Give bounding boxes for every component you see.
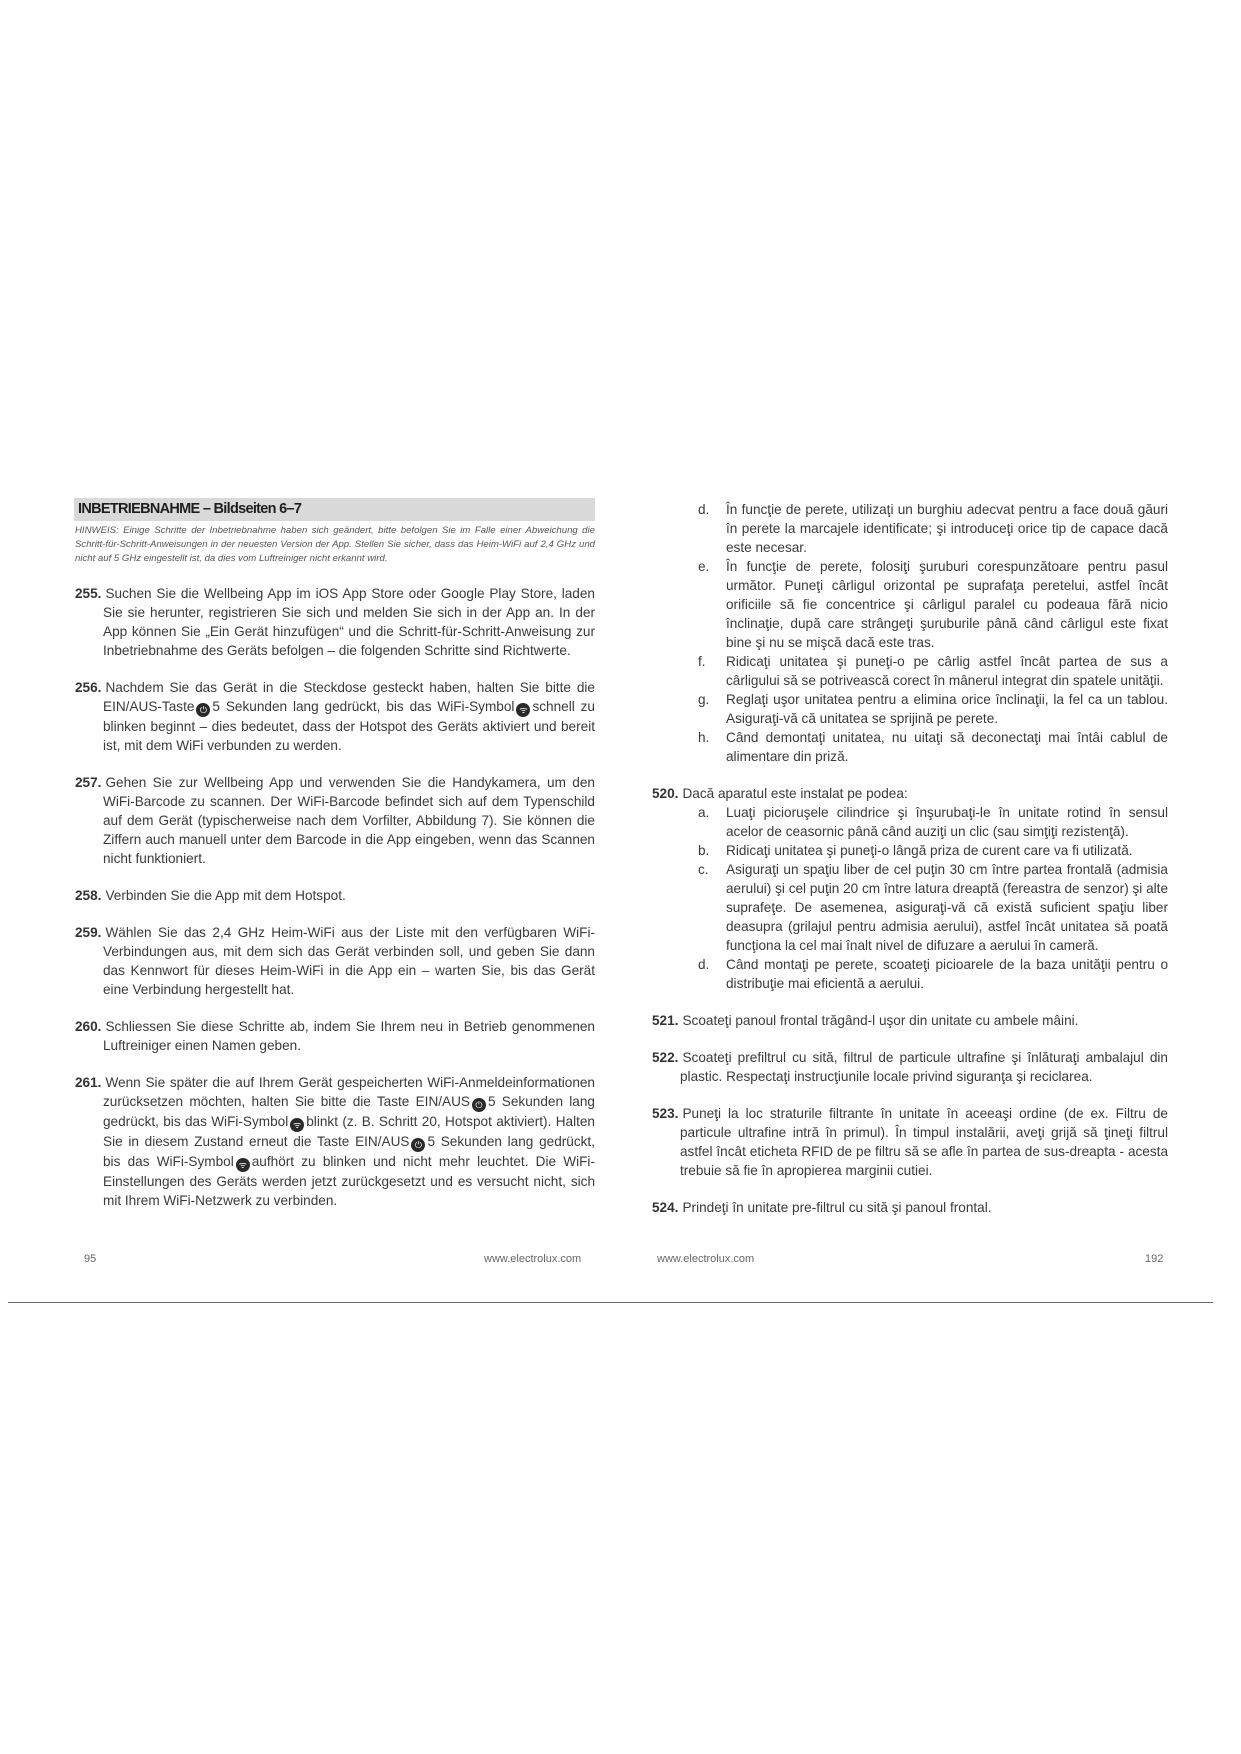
step-521 xyxy=(652,1011,1168,1030)
step-text: Scoateţi prefiltrul cu sită, filtrul de particule ultrafine şi înlăturaţi ambalajul din plastic. Respectaţi instrucţiunile locale privind siguranţa şi reciclarea. xyxy=(680,1050,1168,1084)
step-number: 259. xyxy=(75,925,102,940)
step-number: 256. xyxy=(75,680,102,695)
step-523 xyxy=(652,1104,1168,1180)
floor-substeps xyxy=(652,803,1168,993)
power-icon: ⏻ xyxy=(196,703,210,717)
step-text: Gehen Sie zur Wellbeing App und verwenden Sie die Handykamera, um den WiFi-Barcode zu scannen. Der WiFi-Barcode befindet sich auf dem Typenschild auf dem Gerät (typischerweise nach dem Vorfilter, Abbildung 7). Sie können die Ziffern auch manuell unter dem Barcode in die App eingeben, wenn das Scannen nicht funktioniert. xyxy=(103,775,595,866)
list-item: c. Asiguraţi un spaţiu liber de cel puţin 30 cm între partea frontală (admisia aerului) şi cel puţin 20 cm între latura dreaptă (fereastra de senzor) şi alte suprafeţe. De asemenea, asiguraţi-vă că există suficient spaţiu liber deasupra (grilajul pentru admisia aerului), astfel încât unitatea să poată funcţiona la cel mai înalt nivel de difuzare a aerului în cameră. xyxy=(698,862,1169,953)
step-text: aufhört zu blinken und nicht mehr leuchtet. Die WiFi-Einstellungen des Geräts werden jetzt zurückgesetzt und es versucht nicht, sich mit Ihrem WiFi-Netzwerk zu verbinden. xyxy=(103,1154,595,1208)
step-text: 5 Sekunden lang gedrückt, bis das WiFi-Symbol xyxy=(103,1094,595,1129)
step-number: 260. xyxy=(75,1019,102,1034)
list-item: e. În funcţie de perete, folosiţi şuruburi corespunzătoare pentru pasul următor. Puneţi cârligul orizontal pe suprafaţa peretelui, astfel încât orificiile să fie concentrice şi cârligul paralel cu podeaua fără nicio înclinaţie, după care strângeţi şuruburile până când cârligul este fixat bine şi nu se mişcă dacă este tras. xyxy=(698,559,1168,650)
step-text: Prindeţi în unitate pre-filtrul cu sită şi panoul frontal. xyxy=(682,1200,992,1215)
page-number-right: 192 xyxy=(1145,1253,1164,1265)
left-page xyxy=(75,498,595,1210)
step-number: 523. xyxy=(652,1106,679,1121)
step-text: Schliessen Sie diese Schritte ab, indem Sie Ihrem neu in Betrieb genommenen Luftreiniger einen Namen geben. xyxy=(103,1019,595,1053)
step-255 xyxy=(75,584,595,660)
step-text: Dacă aparatul este instalat pe podea: xyxy=(682,786,908,801)
step-text: blinkt (z. B. Schritt 20, Hotspot aktiviert). Halten Sie in diesem Zustand erneut die Taste EIN/AUS xyxy=(103,1114,595,1149)
step-259 xyxy=(75,923,595,999)
step-number: 524. xyxy=(652,1200,679,1215)
step-number: 257. xyxy=(75,775,102,790)
step-number: 520. xyxy=(652,786,679,801)
note-text: HINWEIS: Einige Schritte der Inbetriebnahme haben sich geändert, bitte befolgen Sie im Falle einer Abweichung die Schritt-für-Schritt-Anweisungen in der neuesten Version der App. Stellen Sie sicher, dass das Heim-WiFi auf 2,4 GHz und nicht auf 5 GHz eingestellt ist, da dies vom Luftreiniger nicht erkannt wird. xyxy=(75,525,595,564)
power-icon: ⏻ xyxy=(411,1138,425,1152)
page-divider-line xyxy=(8,1302,1213,1303)
list-item: b. Ridicaţi unitatea şi puneţi-o lângă priza de curent care va fi utilizată. xyxy=(698,843,1133,858)
list-item: h. Când demontaţi unitatea, nu uitaţi să deconectaţi mai întâi cablul de alimentare din priză. xyxy=(698,730,1168,764)
step-260 xyxy=(75,1017,595,1055)
step-text: Puneţi la loc straturile filtrante în unitate în aceeaşi ordine (de ex. Filtru de particule ultrafine intră în primul). În timpul instalării, aveţi grijă să ţineţi filtrul astfel încât eticheta RFID de pe filtru să se afle în partea de sus-dreapta - acesta trebuie să fie în apropierea marginii cutiei. xyxy=(680,1106,1168,1178)
list-item: f. Ridicaţi unitatea şi puneţi-o pe cârlig astfel încât partea de sus a cârligului să se potrivească corect în mânerul integrat din spatele unităţii. xyxy=(698,654,1168,688)
step-256 xyxy=(75,678,595,755)
wall-mount-substeps xyxy=(652,500,1168,766)
step-text: Verbinden Sie die App mit dem Hotspot. xyxy=(105,888,346,903)
step-number: 258. xyxy=(75,888,102,903)
section-heading: INBETRIEBNAHME – Bildseiten 6–7 xyxy=(74,498,595,521)
step-number: 255. xyxy=(75,586,102,601)
step-number: 261. xyxy=(75,1075,102,1090)
step-text: Wählen Sie das 2,4 GHz Heim-WiFi aus der Liste mit den verfügbaren WiFi-Verbindungen aus, mit dem sich das Gerät verbinden soll, und geben Sie dann das Kennwort für dieses Heim-WiFi in die App ein – warten Sie, bis das Gerät eine Verbindung hergestellt hat. xyxy=(103,925,595,997)
right-page xyxy=(652,500,1168,1217)
wifi-icon: ᯤ xyxy=(290,1118,304,1132)
step-257 xyxy=(75,773,595,868)
page-number-left: 95 xyxy=(84,1253,97,1265)
step-text: Scoateţi panoul frontal trăgând-l uşor din unitate cu ambele mâini. xyxy=(682,1013,1079,1028)
list-item: g. Reglaţi uşor unitatea pentru a elimina orice înclinaţii, la fel ca un tablou. Asiguraţi-vă că unitatea se sprijină pe perete. xyxy=(698,692,1168,726)
power-icon: ⏻ xyxy=(472,1098,486,1112)
step-text: 5 Sekunden lang gedrückt, bis das WiFi-Symbol xyxy=(212,699,515,714)
footer-url-left: www.electrolux.com xyxy=(484,1253,582,1265)
step-524 xyxy=(652,1198,1168,1217)
list-item: d. Când montaţi pe perete, scoateţi picioarele de la baza unităţii pentru o distribuţie mai eficientă a aerului. xyxy=(698,957,1168,991)
list-item: d. În funcţie de perete, utilizaţi un burghiu adecvat pentru a face două găuri în perete la marcajele identificate; şi introduceţi orice tip de capace dacă este necesar. xyxy=(698,502,1168,555)
wifi-icon: ᯤ xyxy=(236,1158,250,1172)
step-261 xyxy=(75,1073,595,1210)
step-520 xyxy=(652,784,1168,803)
wifi-icon: ᯤ xyxy=(516,703,530,717)
step-522 xyxy=(652,1048,1168,1086)
list-item: a. Luaţi picioruşele cilindrice şi înşurubaţi-le în unitate rotind în sensul acelor de ceasornic până când auziţi un clic (sau simţiţi rezistenţă). xyxy=(698,805,1168,839)
step-text: Wenn Sie später die auf Ihrem Gerät gespeicherten WiFi-Anmeldeinformationen zurücksetzen möchten, halten Sie bitte die Taste EIN/AUS xyxy=(103,1075,595,1109)
footer-url-right: www.electrolux.com xyxy=(657,1253,755,1265)
step-number: 522. xyxy=(652,1050,679,1065)
step-number: 521. xyxy=(652,1013,679,1028)
step-text: Suchen Sie die Wellbeing App im iOS App Store oder Google Play Store, laden Sie sie herunter, registrieren Sie sich und melden Sie sich in der App an. In der App können Sie „Ein Gerät hinzufügen“ und die Schritt-für-Schritt-Anweisung zur Inbetriebnahme des Geräts befolgen – die folgenden Schritte sind Richtwerte. xyxy=(103,586,595,658)
step-text: schnell zu blinken beginnt – dies bedeutet, dass der Hotspot des Geräts aktiviert und bereit ist, mit dem WiFi verbunden zu werden. xyxy=(103,699,595,753)
step-text: 5 Sekunden lang gedrückt, bis das WiFi-Symbol xyxy=(103,1134,595,1169)
step-258 xyxy=(75,886,595,905)
step-text: Nachdem Sie das Gerät in die Steckdose gesteckt haben, halten Sie bitte die EIN/AUS-Taste xyxy=(103,680,595,714)
